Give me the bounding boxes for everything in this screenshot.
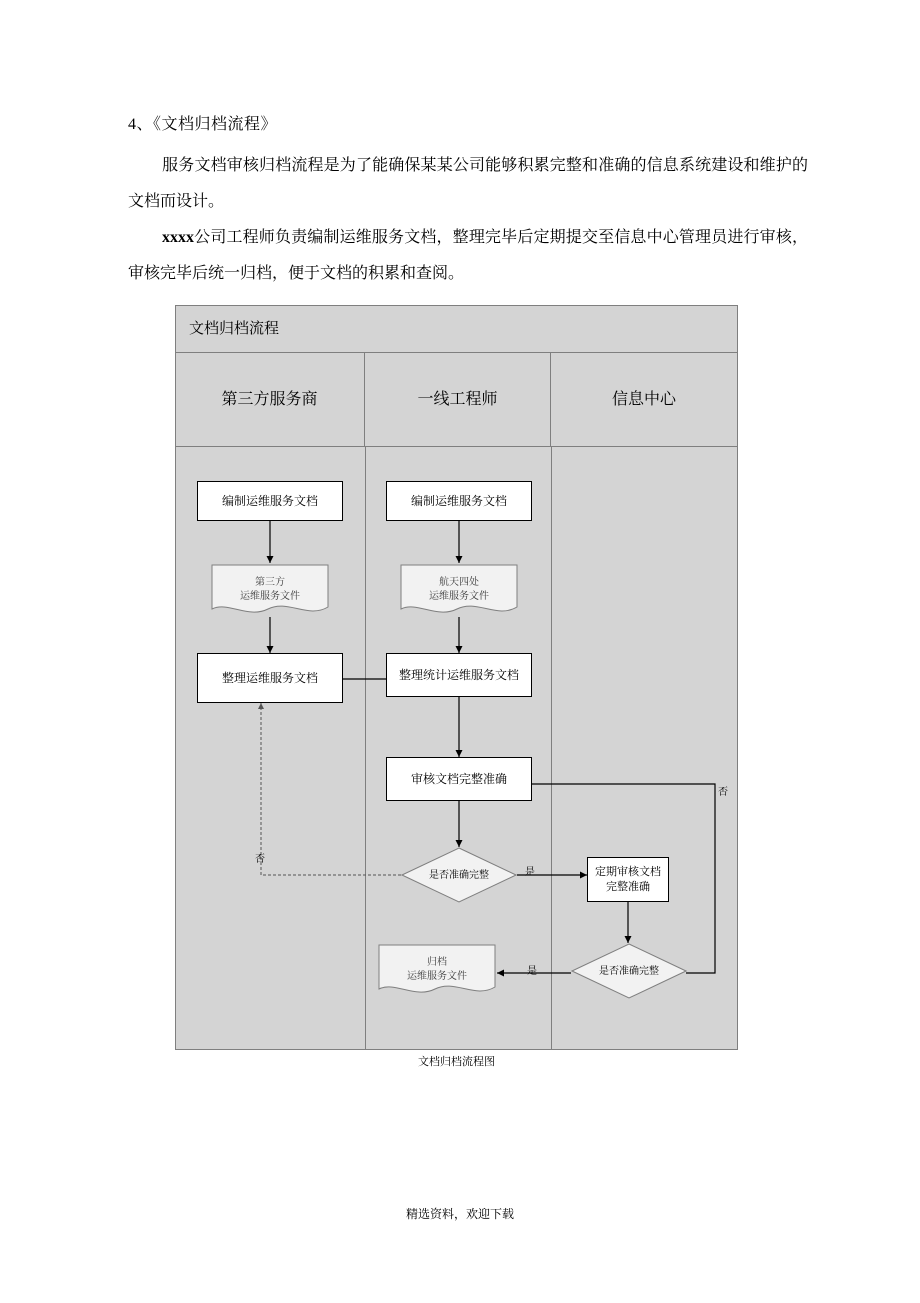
lane-header-third-party: 第三方服务商 — [175, 353, 365, 447]
node-label-line1: 归档 — [427, 957, 447, 968]
section-heading: 4、《文档归档流程》 — [128, 116, 278, 133]
paragraph-1-text: 服务文档审核归档流程是为了能确保某某公司能够积累完整和准确的信息系统建设和维护的文档而设计。 — [128, 157, 808, 210]
node-document-third-party-file — [210, 563, 330, 617]
paragraph-2-text: 公司工程师负责编制运维服务文档，整理完毕后定期提交至信息中心管理员进行审核，审核完毕后统一归档，便于文档的积累和查阅。 — [128, 229, 808, 282]
node-periodic-review-doc — [587, 857, 669, 902]
node-label: 编制运维服务文档 — [410, 493, 507, 508]
edge-label-yes-bottom: 是 — [527, 966, 537, 977]
node-organize-ops-doc — [197, 653, 343, 703]
node-document-aerospace-file — [399, 563, 519, 617]
node-label: 编制运维服务文档 — [221, 493, 318, 508]
edge-label-no-left: 否 — [255, 854, 265, 865]
node-organize-statistics-ops-doc — [386, 653, 532, 697]
lane-header-information-center: 信息中心 — [551, 353, 737, 447]
paragraph-2-bold: xxxx — [162, 229, 194, 246]
node-label: 是否准确完整 — [429, 869, 489, 881]
lane-header-frontline-engineer: 一线工程师 — [365, 353, 551, 447]
node-label-line2: 运维服务文件 — [429, 591, 489, 602]
node-compile-ops-doc-engineer — [386, 481, 532, 521]
node-label: 是否准确完整 — [599, 965, 659, 977]
node-compile-ops-doc-third-party — [197, 481, 343, 521]
paragraph-1 — [128, 148, 808, 220]
node-label-line2: 运维服务文件 — [407, 971, 467, 982]
node-label-line2: 运维服务文件 — [240, 591, 300, 602]
edge-label-yes-right: 是 — [525, 867, 535, 878]
node-label: 审核文档完整准确 — [410, 771, 507, 786]
node-label-line2: 完整准确 — [606, 880, 650, 893]
node-label-line1: 航天四处 — [439, 577, 479, 588]
edge-label-no-right: 否 — [718, 787, 728, 798]
node-label: 整理统计运维服务文档 — [398, 667, 519, 682]
decision-accurate-complete-info-center — [571, 943, 687, 999]
page-footer: 精选资料，欢迎下载 — [405, 1207, 514, 1221]
flowchart-caption: 文档归档流程图 — [418, 1056, 495, 1068]
decision-accurate-complete-engineer — [401, 847, 517, 903]
document-text-block — [128, 110, 808, 292]
flowchart-title: 文档归档流程 — [175, 305, 738, 353]
paragraph-2 — [128, 220, 808, 292]
node-label-line1: 定期审核文档 — [595, 865, 661, 878]
node-review-doc-completeness — [386, 757, 532, 801]
node-document-archived-file — [377, 943, 497, 997]
node-label: 整理运维服务文档 — [221, 670, 318, 685]
node-label-line1: 第三方 — [255, 577, 285, 588]
flowchart — [175, 305, 738, 1068]
